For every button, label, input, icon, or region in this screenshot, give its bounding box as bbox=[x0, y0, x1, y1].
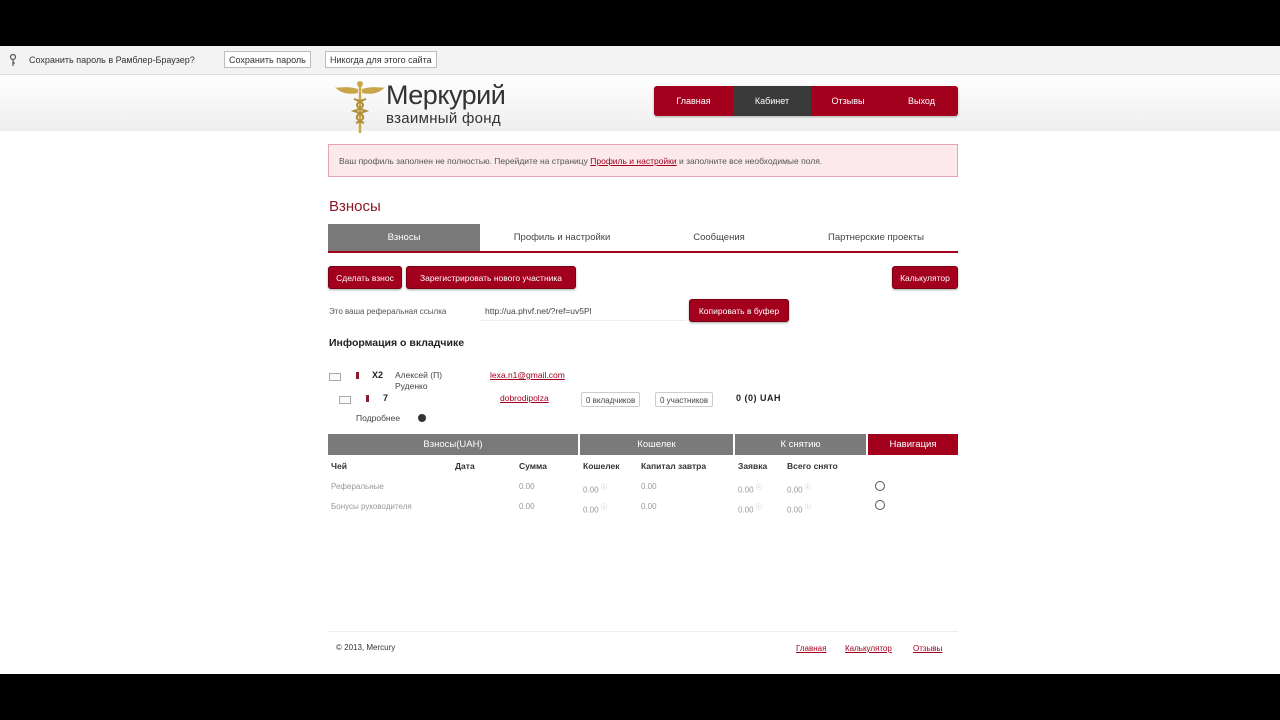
alert-profile-link[interactable]: Профиль и настройки bbox=[590, 156, 677, 166]
col-sum: Сумма bbox=[519, 461, 547, 471]
make-contribution-button[interactable]: Сделать взнос bbox=[328, 266, 402, 289]
col-date: Дата bbox=[455, 461, 475, 471]
row1-request-value: 0.00 bbox=[738, 485, 754, 495]
never-save-button[interactable]: Никогда для этого сайта bbox=[325, 51, 437, 68]
row2-whose: Бонусы руководителя bbox=[331, 502, 412, 511]
mail-icon-2[interactable] bbox=[339, 396, 351, 404]
col-wallet: Кошелек bbox=[583, 461, 620, 471]
investor-info-title: Информация о вкладчике bbox=[329, 337, 465, 349]
row1-sum: 0.00 bbox=[519, 482, 535, 491]
copy-to-clipboard-button[interactable]: Копировать в буфер bbox=[689, 299, 789, 322]
table-group-wallet: Кошелек bbox=[580, 434, 733, 455]
profile-incomplete-alert bbox=[328, 144, 958, 177]
col-whose: Чей bbox=[331, 461, 347, 471]
row2-total-value: 0.00 bbox=[787, 505, 803, 515]
table-group-withdraw: К снятию bbox=[735, 434, 866, 455]
row2-wallet-value: 0.00 bbox=[583, 505, 599, 515]
row2-navigate-icon[interactable] bbox=[875, 500, 885, 510]
row1-wallet-value: 0.00 bbox=[583, 485, 599, 495]
tab-partner-projects[interactable]: Партнерские проекты bbox=[828, 232, 924, 243]
col-request: Заявка bbox=[738, 461, 768, 471]
row1-wallet: 0.00 ⓘ bbox=[583, 485, 607, 495]
footer-link-calculator[interactable]: Калькулятор bbox=[845, 644, 892, 653]
footer-divider bbox=[328, 631, 958, 632]
alert-text bbox=[339, 156, 822, 166]
password-save-bar bbox=[0, 46, 1280, 75]
footer-copyright: © 2013, Mercury bbox=[336, 643, 396, 652]
save-password-button[interactable]: Сохранить пароль bbox=[224, 51, 311, 68]
participants-count[interactable]: 0 участников bbox=[655, 392, 713, 407]
password-bar-message: Сохранить пароль в Рамблер-Браузер? bbox=[29, 55, 195, 65]
row2-total: 0.00 ⓘ bbox=[787, 505, 811, 515]
col-capital-tomorrow: Капитал завтра bbox=[641, 461, 707, 471]
tab-profile-settings[interactable]: Профиль и настройки bbox=[513, 232, 611, 243]
row1-whose: Реферальные bbox=[331, 482, 384, 491]
row1-capital: 0.00 bbox=[641, 482, 657, 491]
details-link[interactable]: Подробнее bbox=[356, 413, 401, 423]
level-marker-2 bbox=[366, 395, 369, 402]
top-navigation bbox=[654, 86, 958, 116]
footer-link-home[interactable]: Главная bbox=[796, 644, 827, 653]
row1-total-value: 0.00 bbox=[787, 485, 803, 495]
tab-contributions[interactable]: Взносы bbox=[328, 224, 480, 251]
table-group-contributions: Взносы(UAH) bbox=[328, 434, 578, 455]
logo-title: Меркурий bbox=[386, 80, 506, 110]
nav-cabinet[interactable]: Кабинет bbox=[733, 86, 811, 116]
page-title: Взносы bbox=[329, 198, 381, 215]
browser-viewport bbox=[0, 46, 1280, 674]
row2-sum: 0.00 bbox=[519, 502, 535, 511]
row2-wallet: 0.00 ⓘ bbox=[583, 505, 607, 515]
row1-total: 0.00 ⓘ bbox=[787, 485, 811, 495]
level-x2: X2 bbox=[372, 370, 384, 380]
investor-email-link[interactable]: lexa.n1@gmail.com bbox=[490, 370, 565, 380]
nav-reviews[interactable]: Отзывы bbox=[831, 96, 865, 106]
referral-label: Это ваша реферальная ссылка bbox=[329, 307, 447, 316]
nav-home[interactable]: Главная bbox=[676, 96, 711, 106]
tab-messages[interactable]: Сообщения bbox=[693, 232, 745, 243]
site-header bbox=[0, 75, 1280, 131]
col-total-withdrawn: Всего снято bbox=[787, 461, 838, 471]
referral-link-field[interactable] bbox=[481, 301, 686, 321]
row1-request: 0.00 ⓘ bbox=[738, 485, 762, 495]
depositors-count[interactable]: 0 вкладчиков bbox=[581, 392, 640, 407]
row1-navigate-icon[interactable] bbox=[875, 481, 885, 491]
row2-request-value: 0.00 bbox=[738, 505, 754, 515]
footer-link-reviews[interactable]: Отзывы bbox=[913, 644, 943, 653]
nav-logout[interactable]: Выход bbox=[908, 96, 935, 106]
investor-username-link[interactable]: dobrodipolza bbox=[500, 393, 549, 403]
row2-request: 0.00 ⓘ bbox=[738, 505, 762, 515]
row2-capital: 0.00 bbox=[641, 502, 657, 511]
alert-text-before: Ваш профиль заполнен не полностью. Перейдите на страницу bbox=[339, 156, 591, 166]
info-icon[interactable] bbox=[418, 414, 426, 422]
investor-name: Алексей (П) Руденко bbox=[395, 370, 443, 391]
site-logo[interactable] bbox=[334, 79, 524, 135]
logo-subtitle: взаимный фонд bbox=[386, 110, 501, 127]
caduceus-logo-icon bbox=[334, 79, 386, 135]
calculator-button[interactable]: Калькулятор bbox=[892, 266, 958, 289]
level-marker bbox=[356, 372, 359, 379]
balance: 0 (0) UAH bbox=[736, 393, 782, 403]
section-tabs bbox=[328, 224, 958, 253]
mail-icon[interactable] bbox=[329, 373, 341, 381]
register-participant-button[interactable]: Зарегистрировать нового участника bbox=[406, 266, 576, 289]
alert-text-after: и заполните все необходимые поля. bbox=[676, 156, 823, 166]
level-seven: 7 bbox=[383, 393, 389, 403]
key-icon bbox=[9, 54, 17, 66]
table-group-navigation[interactable]: Навигация bbox=[868, 434, 958, 455]
